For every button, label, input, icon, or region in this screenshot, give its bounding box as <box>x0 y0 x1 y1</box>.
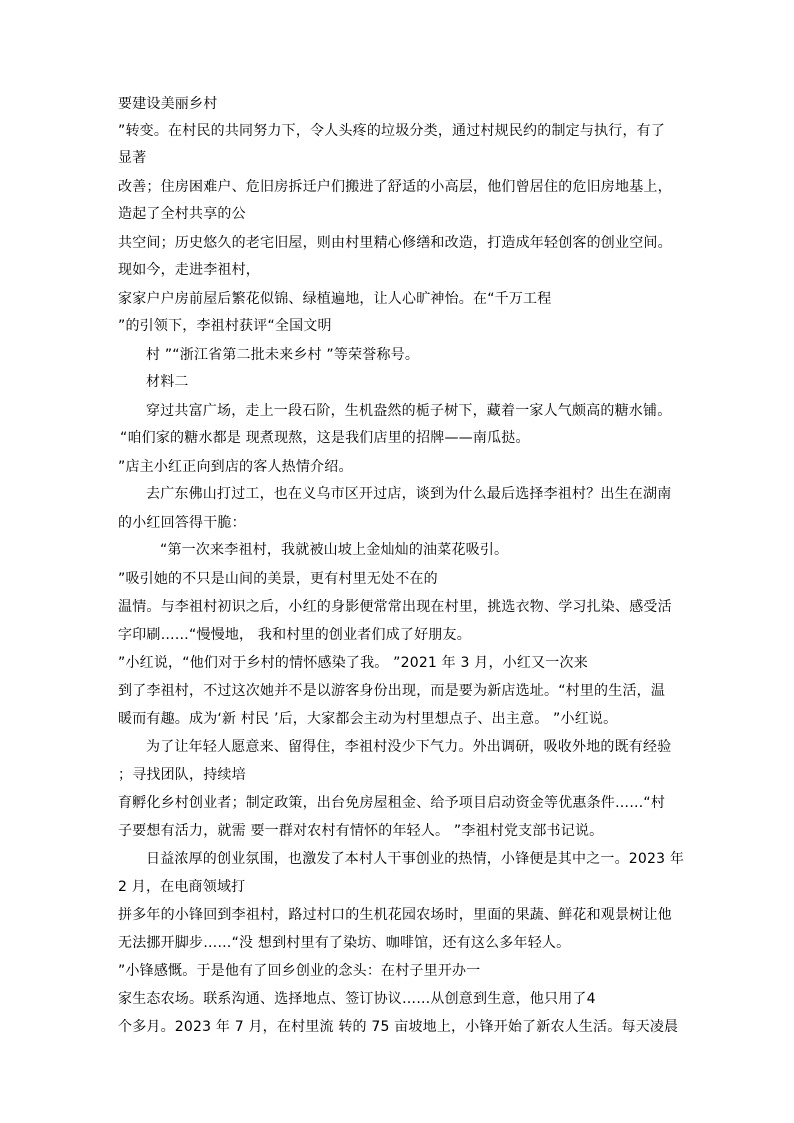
text-line: 2 月，在电商领域打 <box>118 879 246 895</box>
text-line: 共空间；历史悠久的老宅旧屋，则由村里精心修缮和改造，打造成年轻创客的创业空间。 <box>118 235 672 251</box>
text-line: 改善；住房困难户、危旧房拆迁户们搬进了舒适的小高层，他们曾居住的危旧房地基上， <box>118 179 672 195</box>
text-line: 家家户户房前屋后繁花似锦、绿植遍地，让人心旷神怡。在“千万工程 <box>118 291 552 307</box>
text-line: 现如今，走进李祖村， <box>118 262 260 278</box>
text-line: ”小锋感慨。于是他有了回乡创业的念头：在村子里开办一 <box>118 963 481 979</box>
text-line: 温情。与李祖村初识之后，小红的身影便常常出现在村里，挑选衣物、学习扎染、感受活 <box>118 599 672 615</box>
text-line: 造起了全村共享的公 <box>118 206 246 222</box>
text-line: 拼多年的小锋回到李祖村，路过村口的生机花园农场时，里面的果蔬、鲜花和观景树让他 <box>118 907 672 923</box>
text-line: 字印刷……“慢慢地， 我和村里的创业者们成了好朋友。 <box>118 627 471 643</box>
text-line: 的小红回答得干脆： <box>118 515 246 531</box>
text-line: 显著 <box>118 150 147 166</box>
text-line: 去广东佛山打过工，也在义乌市区开过店，谈到为什么最后选择李祖村？出生在湖南 <box>146 486 672 502</box>
text-line: “咱们家的糖水都是 现煮现熬，这是我们店里的招牌——南瓜挞。 <box>120 430 530 446</box>
text-line: 无法挪开脚步……“没 想到村里有了染坊、咖啡馆，还有这么多年轻人。 <box>118 935 571 951</box>
text-line: 穿过共富广场，走上一段石阶，生机盎然的栀子树下，藏着一家人气颇高的糖水铺。 <box>146 403 672 419</box>
text-line: 家生态农场。联系沟通、选择地点、签订协议……从创意到生意，他只用了4 <box>118 991 596 1007</box>
text-line: 个多月。2023 年 7 月，在村里流 转的 75 亩坡地上，小锋开始了新农人生活。每天凌晨 <box>118 1019 679 1035</box>
text-line: 到了李祖村，不过这次她并不是以游客身份出现，而是要为新店选址。“村里的生活，温 <box>118 683 666 699</box>
text-line: ”吸引她的不只是山间的美景，更有村里无处不在的 <box>118 571 438 587</box>
text-line: 育孵化乡村创业者；制定政策，出台免房屋租金、给予项目启动资金等优惠条件……“村 <box>118 795 666 811</box>
text-line: ；寻找团队，持续培 <box>118 767 246 783</box>
text-line: ”的引领下，李祖村获评“全国文明 <box>118 318 332 334</box>
text-line: 日益浓厚的创业氛围，也激发了本村人干事创业的热情，小锋便是其中之一。2023 年 <box>146 851 685 867</box>
text-line: 要建设美丽乡村 <box>118 96 218 112</box>
text-line: ”小红说，“他们对于乡村的情怀感染了我。 ”2021 年 3 月，小红又一次来 <box>118 655 588 671</box>
text-line: ”店主小红正向到店的客人热情介绍。 <box>118 459 353 475</box>
section-heading: 材料二 <box>146 374 189 390</box>
text-line: 村 ”“浙江省第二批未来乡村 ”等荣誉称号。 <box>146 347 420 363</box>
text-line: 子要想有活力，就需 要一群对农村有情怀的年轻人。 ”李祖村党支部书记说。 <box>118 823 604 839</box>
text-line: 暖而有趣。成为‘新 村民 ’后，大家都会主动为村里想点子、出主意。 ”小红说。 <box>118 711 618 727</box>
text-line: “第一次来李祖村，我就被山坡上金灿灿的油菜花吸引。 <box>160 542 509 558</box>
text-line: ”转变。在村民的共同努力下，令人头疼的垃圾分类，通过村规民约的制定与执行，有了 <box>118 123 666 139</box>
text-line: 为了让年轻人愿意来、留得住，李祖村没少下气力。外出调研，吸收外地的既有经验 <box>146 739 672 755</box>
